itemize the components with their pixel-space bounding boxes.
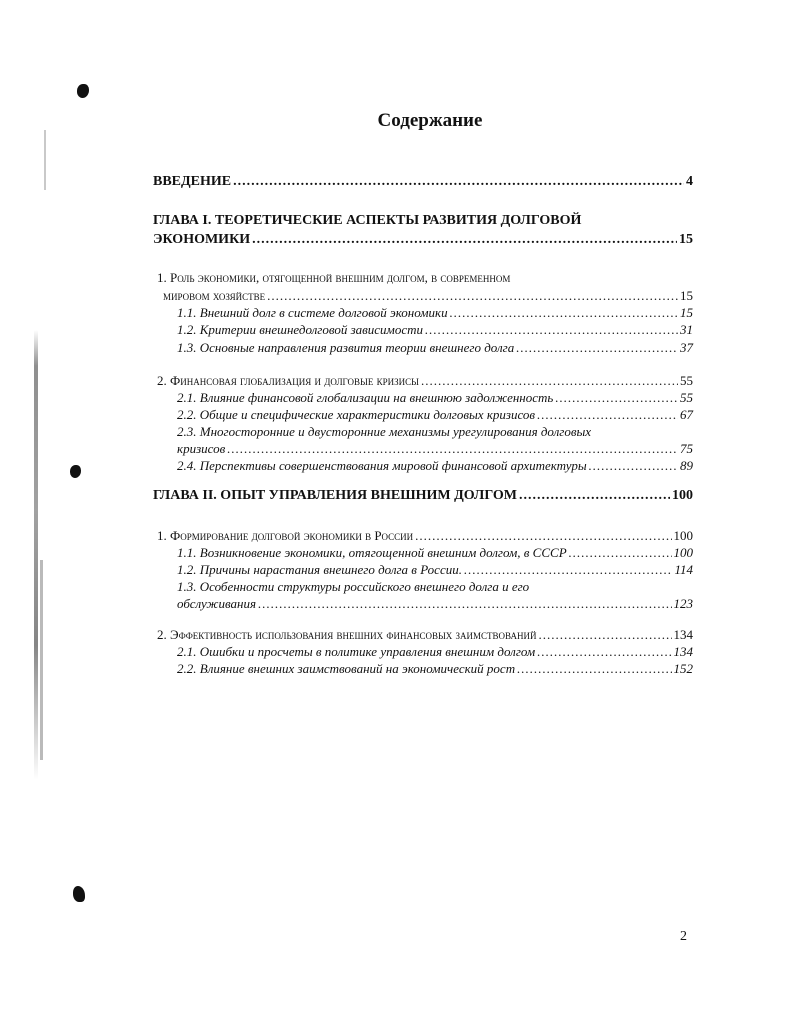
- toc-entry-ch1-sec2-sub3[interactable]: [177, 441, 693, 457]
- scan-edge-artifact: [40, 560, 43, 760]
- toc-entry-page: 55: [680, 373, 693, 388]
- toc-entry-ch1-sec1-line1[interactable]: 1. Роль экономики, отягощенной внешним долгом, в современном: [157, 270, 511, 285]
- toc-entry-page: 75: [680, 441, 693, 456]
- toc-entry-ch1-sec1-sub3[interactable]: [177, 340, 693, 356]
- toc-entry-ch2-sec1-sub3[interactable]: [177, 596, 693, 612]
- toc-entry-page: 37: [680, 340, 693, 355]
- toc-entry-label: 2. Эффективность использования внешних финансовых заимствований: [157, 627, 537, 642]
- page-number: 2: [680, 929, 687, 944]
- toc-entry-label: 2.2. Влияние внешних заимствований на экономический рост: [177, 661, 516, 676]
- toc-entry-label: 2.1. Ошибки и просчеты в политике управления внешним долгом: [177, 644, 536, 659]
- toc-entry-chapter1-line1[interactable]: ГЛАВА I. ТЕОРЕТИЧЕСКИЕ АСПЕКТЫ РАЗВИТИЯ ДОЛГОВОЙ: [153, 213, 582, 228]
- toc-entry-label: 2.2. Общие и специфические характеристики долговых кризисов: [177, 407, 536, 422]
- toc-entry-label: 1.1. Возникновение экономики, отягощенной внешним долгом, в СССР: [177, 545, 567, 560]
- hole-punch-mark: [70, 465, 81, 478]
- toc-entry-page: 89: [680, 458, 693, 473]
- toc-entry-label: обслуживания: [177, 596, 257, 611]
- toc-entry-page: 4: [686, 174, 693, 189]
- toc-entry-intro[interactable]: [153, 174, 693, 190]
- toc-entry-page: 55: [680, 390, 693, 405]
- toc-entry-ch1-sec2-sub2[interactable]: [177, 407, 693, 423]
- toc-entry-ch1-sec1-sub2[interactable]: [177, 322, 693, 338]
- scan-edge-artifact: [34, 330, 38, 780]
- toc-entry-page: 100: [672, 488, 693, 503]
- toc-entry-page: 114: [674, 562, 693, 577]
- toc-entry-page: 67: [680, 407, 693, 422]
- toc-entry-ch2-sec2-sub1[interactable]: [177, 644, 693, 660]
- toc-entry-page: 134: [673, 644, 693, 659]
- toc-entry-ch2-sec1-sub1[interactable]: [177, 545, 693, 561]
- toc-entry-ch2-sec1-sub3-line1[interactable]: 1.3. Особенности структуры российского внешнего долга и его: [177, 579, 530, 594]
- toc-entry-label: 2.1. Влияние финансовой глобализации на внешнюю задолженность: [177, 390, 554, 405]
- toc-entry-page: 15: [680, 305, 693, 320]
- toc-entry-label: 2.4. Перспективы совершенствования мировой финансовой архитектуры: [177, 458, 587, 473]
- toc-entry-ch1-sec2-sub4[interactable]: [177, 458, 693, 474]
- toc-entry-ch1-sec1-sub1[interactable]: [177, 305, 693, 321]
- toc-entry-label: 2. Финансовая глобализация и долговые кризисы: [157, 373, 419, 388]
- toc-entry-page: 100: [673, 545, 693, 560]
- toc-entry-label: 1.1. Внешний долг в системе долговой экономики: [177, 305, 448, 320]
- toc-entry-label: 1.2. Критерии внешнедолговой зависимости: [177, 322, 424, 337]
- toc-entry-ch2-sec1-sub2[interactable]: [177, 562, 693, 578]
- toc-entry-ch1-sec2-sub3-line1[interactable]: 2.3. Многосторонние и двусторонние механизмы урегулирования долговых: [177, 424, 592, 439]
- toc-entry-ch1-sec2[interactable]: [157, 373, 693, 389]
- toc-entry-ch2-sec1[interactable]: [157, 528, 693, 544]
- toc-entry-ch1-sec1[interactable]: [163, 288, 693, 304]
- toc-entry-page: 100: [673, 528, 693, 543]
- hole-punch-mark: [73, 886, 85, 902]
- scan-edge-artifact: [44, 130, 46, 190]
- toc-entry-page: 15: [680, 288, 693, 303]
- page-title: Содержание: [377, 110, 483, 131]
- toc-entry-label: мировом хозяйстве: [163, 288, 266, 303]
- hole-punch-mark: [77, 84, 89, 98]
- toc-entry-page: 134: [673, 627, 693, 642]
- toc-entry-page: 15: [679, 232, 693, 247]
- toc-entry-label: ЭКОНОМИКИ: [153, 232, 251, 247]
- toc-entry-page: 31: [680, 322, 693, 337]
- toc-entry-ch2-sec2-sub2[interactable]: [177, 661, 693, 677]
- toc-entry-page: 123: [673, 596, 693, 611]
- toc-entry-label: 1.2. Причины нарастания внешнего долга в России.: [177, 562, 462, 577]
- toc-entry-label: ГЛАВА II. ОПЫТ УПРАВЛЕНИЯ ВНЕШНИМ ДОЛГОМ: [153, 488, 518, 503]
- toc-entry-ch1-sec2-sub1[interactable]: [177, 390, 693, 406]
- toc-entry-label: 1.3. Основные направления развития теории внешнего долга: [177, 340, 515, 355]
- toc-entry-ch2-sec2[interactable]: [157, 627, 693, 643]
- toc-entry-label: ВВЕДЕНИЕ: [153, 174, 232, 189]
- toc-entry-chapter2[interactable]: [153, 488, 693, 504]
- toc-entry-label: кризисов: [177, 441, 226, 456]
- toc-entry-label: 1. Формирование долговой экономики в России: [157, 528, 414, 543]
- toc-entry-page: 152: [673, 661, 693, 676]
- toc-entry-chapter1[interactable]: [153, 232, 693, 248]
